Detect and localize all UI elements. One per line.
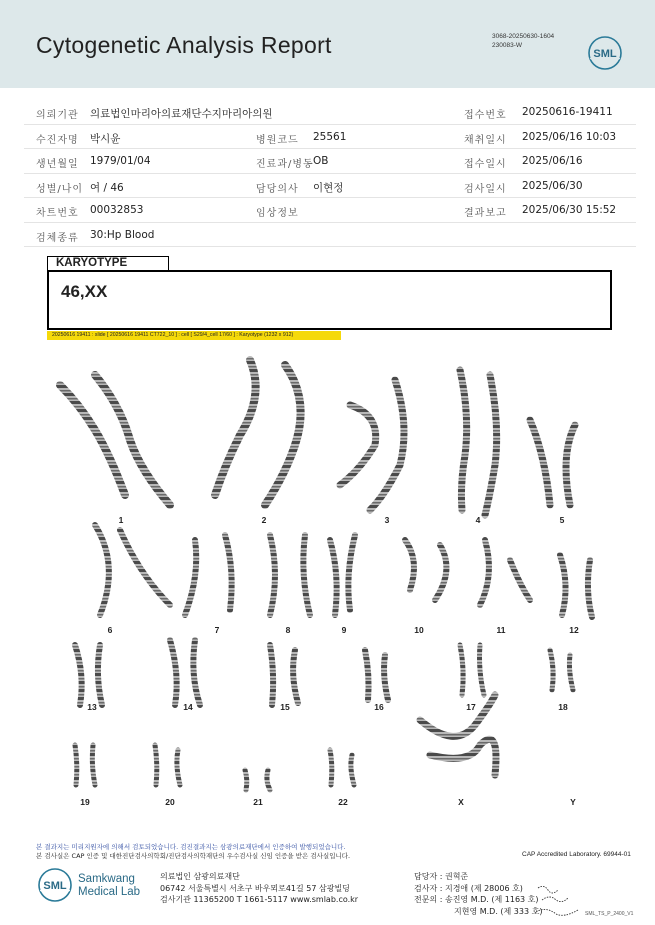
hospital-code-value: 25561	[313, 130, 347, 143]
signature-icon	[528, 880, 588, 920]
staff-block	[414, 871, 542, 917]
chromosome-shape	[550, 650, 553, 690]
chromosome-shape	[170, 640, 177, 705]
org-name: 의료법인 삼광의료재단	[160, 872, 240, 881]
chromosome-shape	[480, 645, 485, 695]
specimen-label: 검체종류	[36, 232, 79, 244]
lab-address-block	[160, 871, 358, 906]
chart-no-label: 차트번호	[36, 208, 79, 219]
doctor-label: 담당의사	[256, 183, 299, 195]
chromosome-shape	[485, 375, 497, 515]
dob-label: 생년월일	[36, 159, 79, 170]
info-row	[24, 198, 636, 223]
received-label: 접수일시	[464, 159, 507, 170]
chromosome-shape	[155, 745, 157, 785]
received-value: 2025/06/16	[522, 155, 583, 167]
hospital-code-label: 병원코드	[256, 134, 299, 146]
chromosome-shape	[340, 405, 376, 485]
chromosome-label-16: 16	[374, 702, 384, 712]
logo-line-2: Medical Lab	[78, 886, 141, 898]
chromosome-shape	[530, 420, 550, 505]
chromosome-shape	[480, 540, 489, 605]
chromosome-shape	[95, 525, 109, 615]
chromosome-shape	[177, 750, 180, 785]
chromosome-shape	[267, 770, 270, 790]
chromosome-label-1: 1	[118, 515, 124, 525]
info-row	[24, 223, 636, 248]
chromosome-shape	[330, 540, 337, 615]
name-value: 박시윤	[90, 132, 121, 145]
doctor-value: 이현정	[313, 181, 344, 194]
chromosome-shape	[384, 655, 388, 700]
logo-line-1: Samkwang	[78, 873, 135, 885]
chromosome-shape	[351, 755, 354, 785]
specimen-value: 30:Hp Blood	[90, 228, 155, 241]
chromosome-label-21: 21	[253, 797, 263, 807]
karyotype-tab-label: KARYOTYPE	[47, 256, 169, 270]
karyotype-result: 46,XX	[61, 282, 108, 301]
chromosome-label-9: 9	[341, 625, 347, 635]
chromosome-label-7: 7	[214, 625, 220, 635]
chromosome-shape	[215, 360, 256, 495]
chromosome-shape	[460, 370, 467, 510]
chromosome-shape	[365, 650, 369, 700]
chromosome-shapes	[60, 360, 592, 790]
staff-line: 지현영 M.D. (제 333 호)	[454, 906, 543, 916]
chromosome-label-5: 5	[559, 515, 565, 525]
chromosome-shape	[193, 640, 200, 705]
karyotype-result-box	[47, 270, 612, 330]
info-row	[24, 149, 636, 174]
chromosome-shape	[95, 375, 170, 505]
sex-age-value: 여 / 46	[90, 181, 124, 194]
result-date-value: 2025/06/30 15:52	[522, 204, 617, 216]
chromosome-shape	[569, 655, 573, 690]
chromosome-label-11: 11	[496, 625, 506, 635]
collected-value: 2025/06/16 10:03	[522, 130, 617, 143]
chromosome-label-10: 10	[414, 625, 424, 635]
report-ids	[492, 32, 554, 50]
chromosome-label-17: 17	[466, 702, 476, 712]
samkwang-logo	[36, 866, 166, 906]
chromosome-shape	[510, 560, 530, 600]
footer-note-review: 본 결과지는 미리지원자에 의해서 검토되었습니다. 검진결과지는 삼광의료재단에서 인증하여 발행되었습니다.	[36, 843, 346, 851]
footer-note-cert: 본 검사실은 CAP 인증 및 대한진단검사의학회/진단검사의학재단의 우수검사실 신임 인증을 받은 검사실입니다.	[36, 852, 351, 860]
info-row	[24, 100, 636, 125]
report-title: Cytogenetic Analysis Report	[36, 32, 332, 58]
chromosome-shape	[348, 535, 355, 610]
receipt-no-label: 접수번호	[464, 110, 507, 121]
collected-label: 채취일시	[464, 134, 507, 146]
chromosome-shape	[420, 695, 495, 736]
address: 06742 서울특별시 서초구 바우뫼로41길 57 삼광빌딩	[160, 883, 350, 893]
clinical-label: 임상정보	[256, 208, 299, 219]
chromosome-shape	[120, 530, 170, 605]
chromosome-shape	[293, 650, 298, 703]
chromosome-label-2: 2	[261, 515, 267, 525]
report-id-2: 230083-W	[492, 42, 522, 49]
chromosome-label-12: 12	[569, 625, 579, 635]
image-caption: 20250616 19411 : slide [ 20250616 19411 CT722_10 ] : cell [ S29/4_cell 17/60 ] : Karyotype (1232 x 912)	[47, 331, 341, 340]
chromosome-shape	[270, 535, 275, 615]
form-code: SML_TS_P_2400_V1	[585, 911, 634, 917]
chromosome-label-20: 20	[165, 797, 175, 807]
staff-line: 전문의 : 송진영 M.D. (제 1163 호)	[414, 895, 539, 904]
chromosome-shape	[270, 645, 273, 705]
staff-line: 담당자 : 권혁준	[414, 872, 469, 881]
chromosome-shape	[225, 535, 232, 610]
chromosome-label-15: 15	[280, 702, 290, 712]
chromosome-shape	[460, 645, 463, 695]
chromosome-label-19: 19	[80, 797, 90, 807]
chromosome-shape	[430, 739, 496, 775]
info-row	[24, 174, 636, 199]
chromosome-shape	[303, 535, 310, 615]
sex-age-label: 성별/나이	[36, 183, 84, 195]
chromosome-label-4: 4	[475, 515, 481, 525]
sml-logo-text: SML	[593, 48, 617, 60]
cap-accreditation: CAP Accredited Laboratory. 69944-01	[522, 851, 631, 858]
contact: 검사기관 11365200 T 1661-5117 www.smlab.co.kr	[160, 895, 359, 904]
chromosome-shape	[185, 540, 196, 615]
report-header	[0, 0, 655, 88]
chromosome-shape	[75, 645, 82, 705]
info-row	[24, 125, 636, 150]
chromosome-label-13: 13	[87, 702, 97, 712]
chromosome-label-6: 6	[107, 625, 113, 635]
chromosome-shape	[405, 540, 414, 590]
samkwang-logo-mark: SML	[43, 880, 67, 892]
chromosome-label-X: X	[458, 797, 464, 807]
karyogram-image	[0, 345, 655, 815]
chromosome-shape	[566, 425, 575, 505]
test-date-label: 검사일시	[464, 183, 507, 195]
test-date-value: 2025/06/30	[522, 179, 583, 192]
chromosome-label-18: 18	[558, 702, 568, 712]
chromosome-shape	[588, 560, 592, 617]
chromosome-shape	[98, 645, 102, 705]
chromosome-label-22: 22	[338, 797, 348, 807]
sml-logo-icon	[586, 34, 624, 72]
result-date-label: 결과보고	[464, 208, 507, 219]
dob-value: 1979/01/04	[90, 155, 151, 167]
dept-label: 진료과/병동	[256, 159, 314, 170]
chromosome-label-14: 14	[183, 702, 193, 712]
chromosome-shape	[75, 745, 77, 785]
chromosome-shape	[435, 545, 446, 600]
chromosome-shape	[245, 770, 247, 790]
chromosome-shape	[560, 555, 566, 615]
samkwang-logo-text	[78, 873, 140, 899]
name-label: 수진자명	[36, 134, 79, 146]
receipt-no-value: 20250616-19411	[522, 106, 613, 118]
institution-label: 의뢰기관	[36, 110, 79, 121]
chromosome-shape	[265, 365, 301, 505]
chromosome-shape	[330, 750, 332, 785]
patient-info-table	[24, 100, 636, 247]
report-id-1: 3068-20250630-1604	[492, 33, 555, 40]
dept-value: OB	[313, 155, 329, 167]
samkwang-logo-icon	[36, 866, 74, 904]
chart-no-value: 00032853	[90, 204, 144, 216]
institution-value: 의료법인마리아의료재단수지마리아의원	[90, 108, 273, 120]
chromosome-label-3: 3	[384, 515, 390, 525]
staff-line: 검사자 : 지경애 (제 28006 호)	[414, 883, 523, 893]
chromosome-label-Y: Y	[570, 797, 576, 807]
chromosome-shape	[92, 745, 95, 785]
chromosome-label-8: 8	[285, 625, 291, 635]
